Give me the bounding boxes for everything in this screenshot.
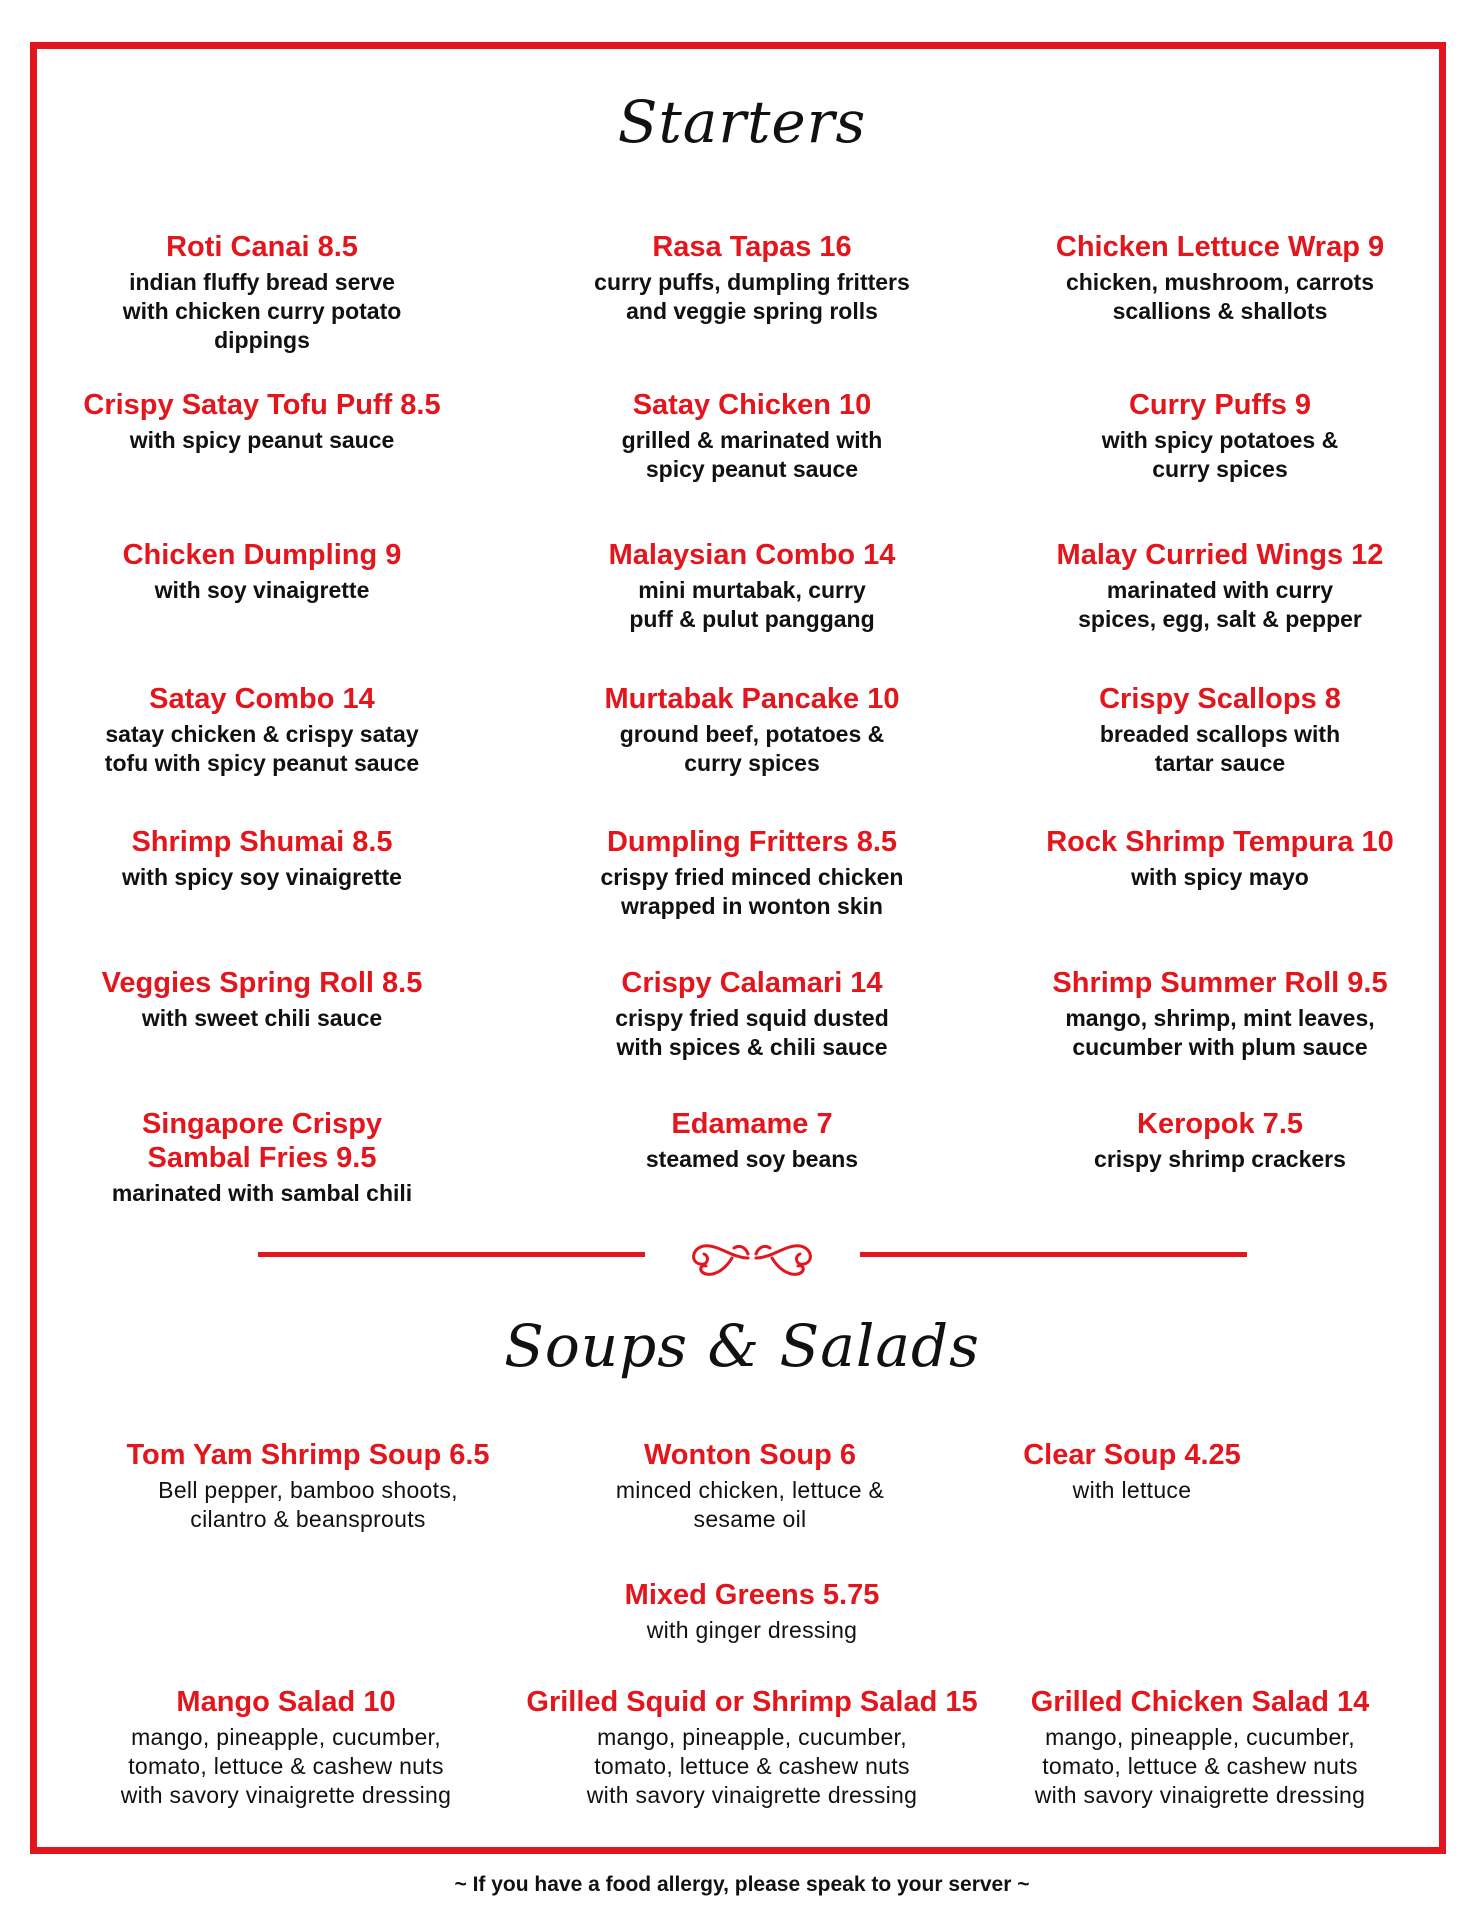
swirl-ornament-icon xyxy=(672,1236,832,1284)
item-description: satay chicken & crispy satay tofu with spicy peanut sauce xyxy=(104,721,420,776)
item-name: Grilled Squid or Shrimp Salad 15 xyxy=(526,1686,978,1718)
item-name: Satay Combo 14 xyxy=(149,683,375,715)
menu-item xyxy=(522,538,982,634)
item-description: indian fluffy bread serve with chicken curry potato dippings xyxy=(122,269,402,353)
menu-item xyxy=(522,1578,982,1645)
item-description: with spicy potatoes & curry spices xyxy=(1101,427,1339,482)
menu-item xyxy=(522,682,982,778)
menu-item xyxy=(522,825,982,921)
menu-item xyxy=(32,388,492,455)
item-name: Wonton Soup 6 xyxy=(643,1439,857,1471)
item-name: Chicken Lettuce Wrap 9 xyxy=(1055,231,1385,263)
allergy-notice: ~ If you have a food allergy, please speak to your server ~ xyxy=(454,1873,1030,1896)
menu-item xyxy=(990,538,1450,634)
item-name: Satay Chicken 10 xyxy=(632,389,872,421)
item-description: minced chicken, lettuce & sesame oil xyxy=(615,1477,885,1532)
item-description: with lettuce xyxy=(1072,1477,1192,1503)
menu-item xyxy=(970,1685,1430,1810)
menu-item xyxy=(990,1107,1450,1174)
item-description: Bell pepper, bamboo shoots, cilantro & beansprouts xyxy=(158,1477,458,1532)
item-description: with spicy mayo xyxy=(1131,864,1309,890)
divider-line-right xyxy=(860,1252,1247,1257)
item-description: mango, pineapple, cucumber, tomato, lettuce & cashew nuts with savory vinaigrette dressing xyxy=(586,1724,918,1808)
item-name: Crispy Satay Tofu Puff 8.5 xyxy=(83,389,441,421)
item-name: Crispy Scallops 8 xyxy=(1099,683,1341,715)
menu-item xyxy=(522,966,982,1062)
item-description: curry puffs, dumpling fritters and veggie spring rolls xyxy=(594,269,910,324)
item-name: Curry Puffs 9 xyxy=(1128,389,1312,421)
item-description: marinated with curry spices, egg, salt & pepper xyxy=(1078,577,1362,632)
item-name: Crispy Calamari 14 xyxy=(621,967,883,999)
item-name: Mixed Greens 5.75 xyxy=(624,1579,880,1611)
menu-item xyxy=(78,1438,538,1534)
menu-item xyxy=(32,538,492,605)
item-description: with spicy peanut sauce xyxy=(129,427,395,453)
menu-item xyxy=(32,682,492,778)
menu-item xyxy=(32,230,492,355)
item-description: with spicy soy vinaigrette xyxy=(122,864,402,890)
item-name: Mango Salad 10 xyxy=(176,1686,396,1718)
item-description: crispy fried squid dusted with spices & chili sauce xyxy=(615,1005,889,1060)
item-description: with soy vinaigrette xyxy=(154,577,370,603)
menu-item xyxy=(56,1685,516,1810)
item-name: Dumpling Fritters 8.5 xyxy=(606,826,898,858)
item-name: Veggies Spring Roll 8.5 xyxy=(101,967,423,999)
item-description: crispy shrimp crackers xyxy=(1094,1146,1346,1172)
item-name: Rock Shrimp Tempura 10 xyxy=(1046,826,1394,858)
menu-item xyxy=(990,388,1450,484)
item-description: crispy fried minced chicken wrapped in wonton skin xyxy=(600,864,904,919)
item-description: steamed soy beans xyxy=(645,1146,859,1172)
item-name: Shrimp Summer Roll 9.5 xyxy=(1052,967,1388,999)
menu-item xyxy=(522,1107,982,1174)
menu-item xyxy=(522,388,982,484)
item-name: Roti Canai 8.5 xyxy=(166,231,358,263)
menu-item xyxy=(522,230,982,326)
item-name: Murtabak Pancake 10 xyxy=(604,683,900,715)
item-name: Shrimp Shumai 8.5 xyxy=(131,826,393,858)
menu-item xyxy=(902,1438,1362,1505)
item-name: Singapore Crispy Sambal Fries 9.5 xyxy=(141,1108,383,1174)
menu-item xyxy=(32,825,492,892)
item-description: grilled & marinated with spicy peanut sauce xyxy=(621,427,883,482)
menu-item xyxy=(990,966,1450,1062)
menu-item xyxy=(32,1107,492,1208)
menu-item xyxy=(990,230,1450,326)
item-name: Edamame 7 xyxy=(671,1108,833,1140)
item-name: Malay Curried Wings 12 xyxy=(1056,539,1384,571)
menu-item xyxy=(522,1685,982,1810)
starters-title: Starters xyxy=(617,88,867,156)
item-name: Keropok 7.5 xyxy=(1137,1108,1303,1140)
item-description: mini murtabak, curry puff & pulut panggang xyxy=(629,577,875,632)
menu-item xyxy=(32,966,492,1033)
item-description: mango, shrimp, mint leaves, cucumber with plum sauce xyxy=(1065,1005,1375,1060)
item-description: ground beef, potatoes & curry spices xyxy=(619,721,885,776)
item-description: with ginger dressing xyxy=(646,1617,858,1643)
item-description: with sweet chili sauce xyxy=(141,1005,383,1031)
item-description: marinated with sambal chili xyxy=(111,1180,413,1206)
item-name: Chicken Dumpling 9 xyxy=(122,539,402,571)
soups-salads-title: Soups & Salads xyxy=(504,1312,980,1380)
menu-item xyxy=(990,825,1450,892)
item-description: breaded scallops with tartar sauce xyxy=(1099,721,1341,776)
menu-item xyxy=(990,682,1450,778)
item-description: chicken, mushroom, carrots scallions & shallots xyxy=(1065,269,1375,324)
item-name: Rasa Tapas 16 xyxy=(652,231,852,263)
item-name: Tom Yam Shrimp Soup 6.5 xyxy=(126,1439,490,1471)
item-description: mango, pineapple, cucumber, tomato, lettuce & cashew nuts with savory vinaigrette dressing xyxy=(120,1724,452,1808)
item-name: Clear Soup 4.25 xyxy=(1023,1439,1241,1471)
item-description: mango, pineapple, cucumber, tomato, lettuce & cashew nuts with savory vinaigrette dressing xyxy=(1034,1724,1366,1808)
item-name: Grilled Chicken Salad 14 xyxy=(1030,1686,1370,1718)
divider-line-left xyxy=(258,1252,645,1257)
item-name: Malaysian Combo 14 xyxy=(608,539,896,571)
